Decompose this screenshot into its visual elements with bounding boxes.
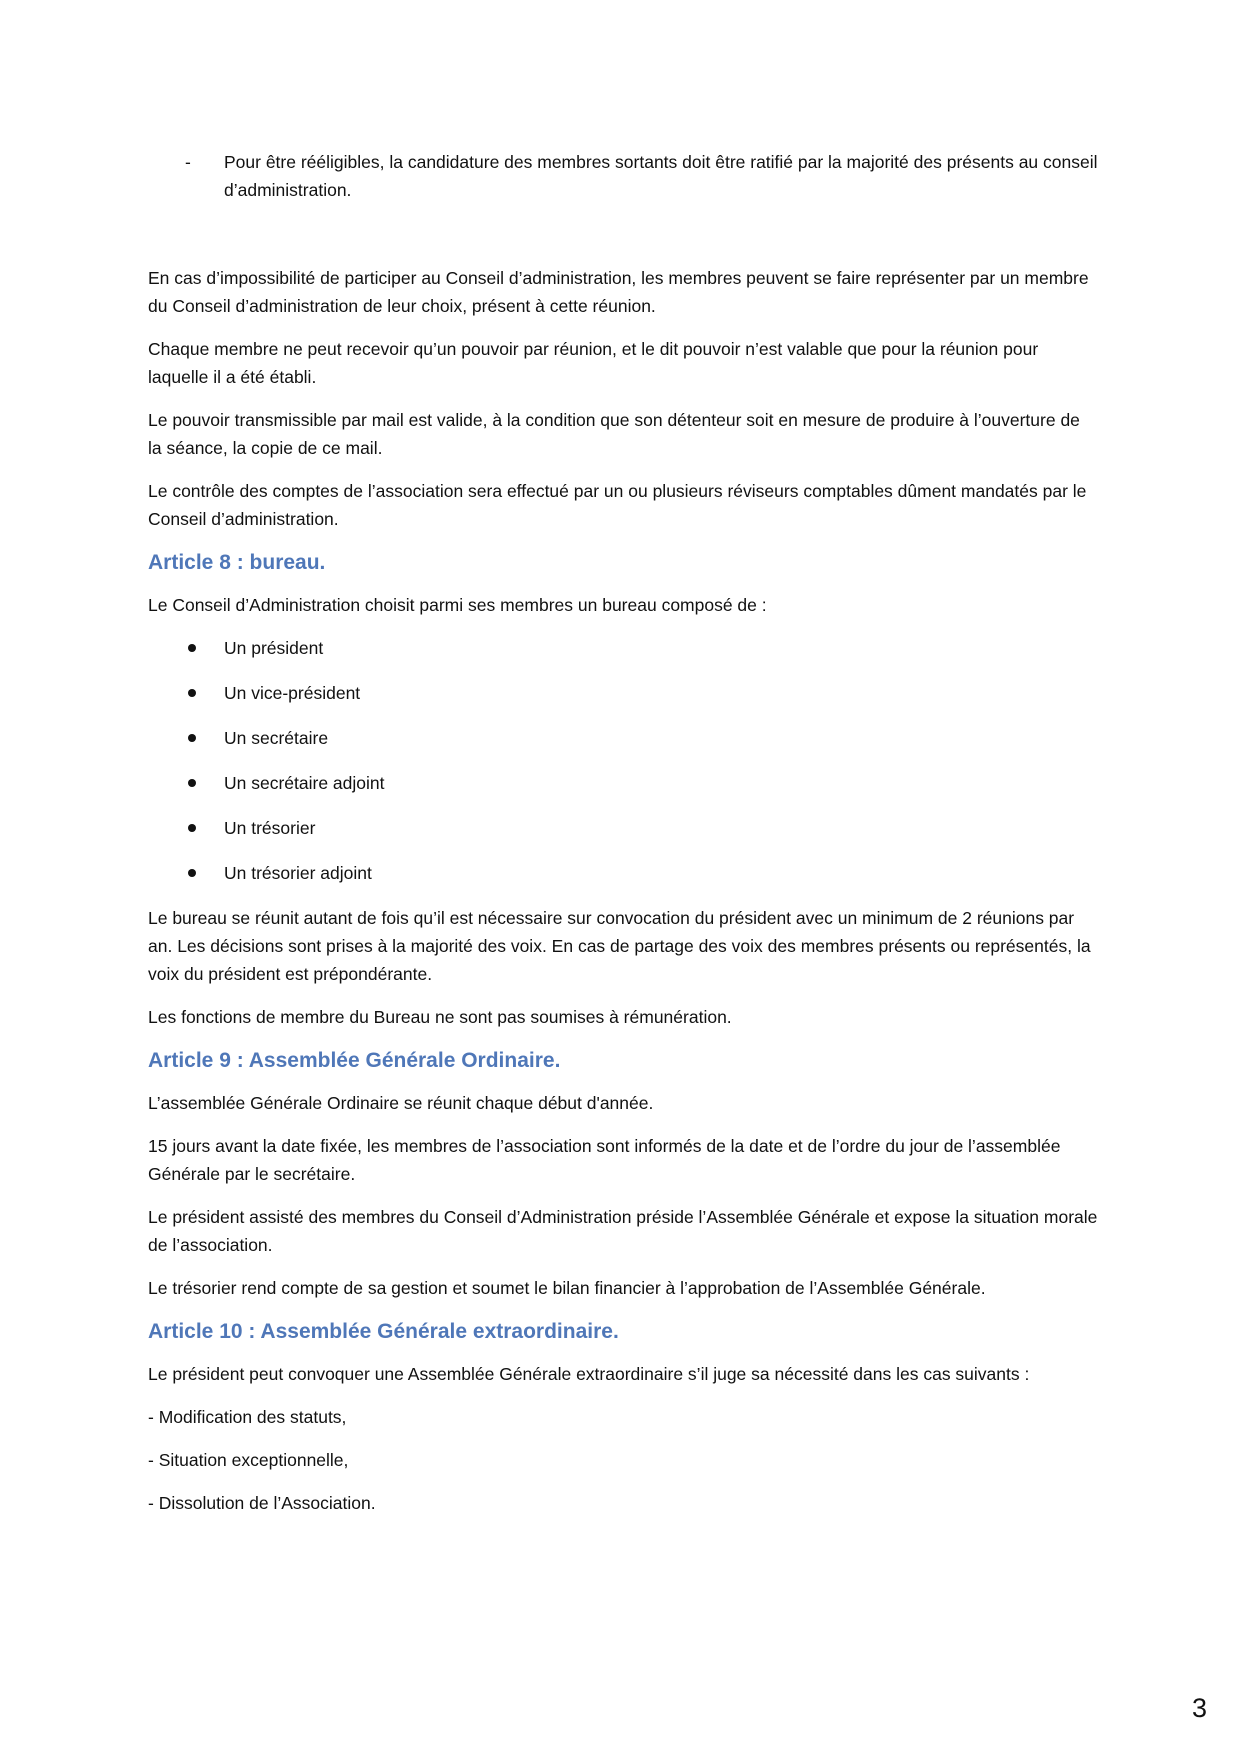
bureau-members-list (148, 634, 1098, 889)
bullet-icon (188, 689, 196, 697)
list-item-label: Un secrétaire adjoint (224, 773, 385, 793)
article-10-intro: Le président peut convoquer une Assemblée Générale extraordinaire s’il juge sa nécessité dans les cas suivants : (148, 1364, 1030, 1384)
bullet-icon (188, 869, 196, 877)
article-8-heading: Article 8 : bureau. (148, 551, 326, 574)
bullet-icon (188, 734, 196, 742)
article-8-meetings-paragraph: Le bureau se réunit autant de fois qu’il est nécessaire sur convocation du président avec un minimum de 2 réunions par an. Les décisions sont prises à la majorité des voix. En cas de partage des voix des membres présents ou représentés, la voix du président est prépondérante. (148, 908, 1091, 984)
section-spacer (148, 204, 1098, 264)
article-10-case: - Modification des statuts, (148, 1407, 347, 1427)
list-item-label: Un vice-président (224, 683, 361, 703)
article-10-heading: Article 10 : Assemblée Générale extraordinaire. (148, 1320, 619, 1343)
article-9-paragraph: L’assemblée Générale Ordinaire se réunit chaque début d'année. (148, 1093, 654, 1113)
article-10-case: - Situation exceptionnelle, (148, 1450, 349, 1470)
paragraph-proxy-limit: Chaque membre ne peut recevoir qu’un pouvoir par réunion, et le dit pouvoir n’est valable que pour la réunion pour laquelle il a été établi. (148, 339, 1039, 387)
list-item (148, 679, 1098, 709)
article-9-paragraph: 15 jours avant la date fixée, les membres de l’association sont informés de la date et de l’ordre du jour de l’assemblée Générale par le secrétaire. (148, 1136, 1061, 1184)
document-body (148, 148, 1098, 1532)
bullet-icon (188, 644, 196, 652)
article-9-paragraph: Le président assisté des membres du Conseil d’Administration préside l’Assemblée Générale et expose la situation morale de l’association. (148, 1207, 1098, 1255)
eligibility-text: Pour être rééligibles, la candidature des membres sortants doit être ratifié par la majorité des présents au conseil d’administration. (224, 152, 1098, 200)
bullet-icon (188, 779, 196, 787)
article-9-heading: Article 9 : Assemblée Générale Ordinaire. (148, 1049, 561, 1072)
article-9-paragraph: Le trésorier rend compte de sa gestion et soumet le bilan financier à l’approbation de l’Assemblée Générale. (148, 1278, 986, 1298)
page-number: 3 (1191, 1693, 1207, 1723)
article-10-case: - Dissolution de l’Association. (148, 1493, 376, 1513)
list-item-label: Un trésorier adjoint (224, 863, 372, 883)
article-8-intro: Le Conseil d’Administration choisit parmi ses membres un bureau composé de : (148, 595, 767, 615)
bullet-icon (188, 824, 196, 832)
list-item (148, 859, 1098, 889)
eligibility-dash-item (148, 148, 1098, 204)
dash-marker: - (185, 152, 191, 172)
list-item (148, 814, 1098, 844)
list-item-label: Un secrétaire (224, 728, 329, 748)
paragraph-accounts-control: Le contrôle des comptes de l’association sera effectué par un ou plusieurs réviseurs comptables dûment mandatés par le Conseil d’administration. (148, 481, 1087, 529)
article-8-remuneration-paragraph: Les fonctions de membre du Bureau ne sont pas soumises à rémunération. (148, 1007, 732, 1027)
list-item (148, 769, 1098, 799)
list-item-label: Un trésorier (224, 818, 316, 838)
list-item (148, 724, 1098, 754)
paragraph-proxy-representation: En cas d’impossibilité de participer au Conseil d’administration, les membres peuvent se faire représenter par un membre du Conseil d’administration de leur choix, présent à cette réunion. (148, 268, 1089, 316)
list-item (148, 634, 1098, 664)
paragraph-proxy-email: Le pouvoir transmissible par mail est valide, à la condition que son détenteur soit en mesure de produire à l’ouverture de la séance, la copie de ce mail. (148, 410, 1080, 458)
list-item-label: Un président (224, 638, 324, 658)
